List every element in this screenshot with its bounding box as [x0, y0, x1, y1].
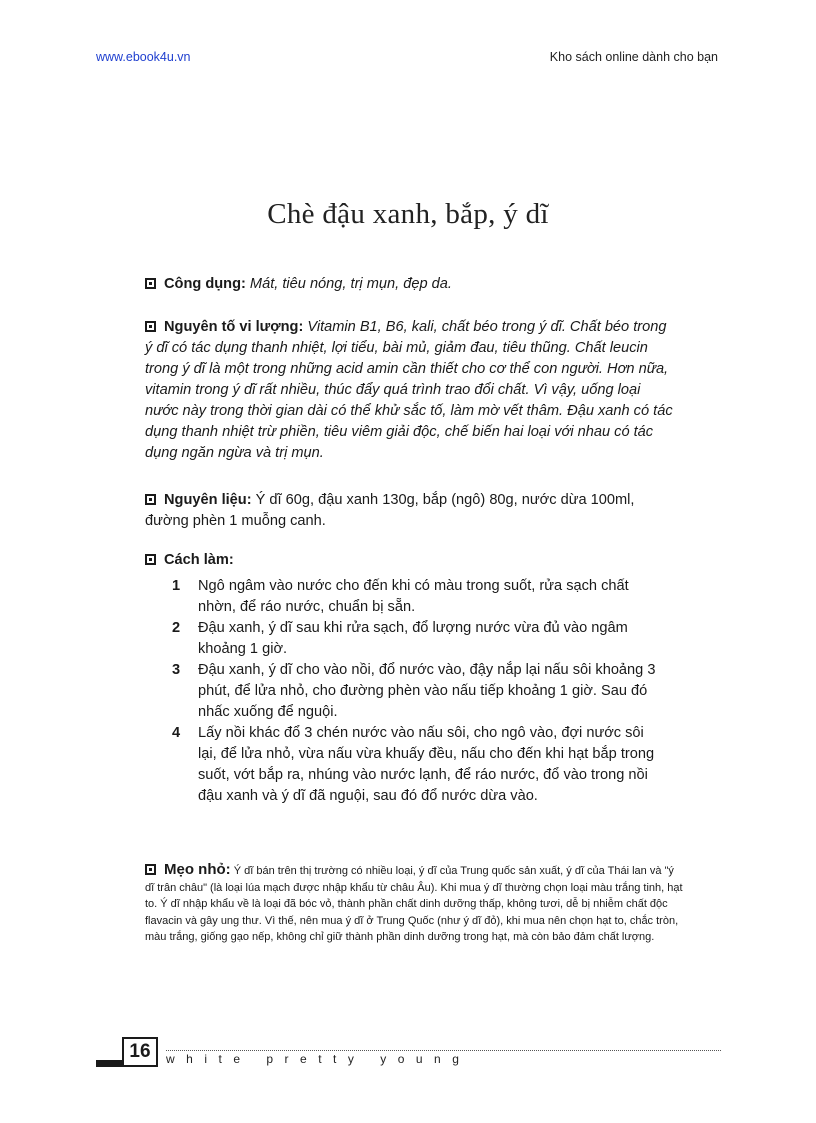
tip-text: Ý dĩ bán trên thị trường có nhiều loại, ý dĩ của Trung quốc sản xuất, ý dĩ của Thái lan và "ý dĩ trân châu" (là loại lúa mạch được nhập khẩu từ châu Âu). Khi mua ý dĩ thường chọn loại màu trắng tinh, hạt to. Ý dĩ nhập khẩu về là loại đã bóc vỏ, thành phần chất dinh dưỡng thấp, không tươi, dễ bị nhiễm chất độc flavacin và gây ung thư. Vì thế, nên mua ý dĩ ở Trung Quốc (như ý dĩ đỏ), khi mua nên chọn hạt to, chắc tròn, màu trắng, giống gạo nếp, không chỉ giữ thành phần dinh dưỡng trong hạt, mà còn bảo đảm chất lượng.	[145, 865, 683, 943]
uses-section	[145, 274, 675, 295]
list-item	[172, 618, 662, 660]
method-heading	[145, 550, 675, 571]
bullet-square-icon	[145, 278, 156, 289]
bullet-square-icon	[145, 321, 156, 332]
tip-label: Mẹo nhỏ:	[164, 861, 231, 878]
uses-label: Công dụng:	[164, 276, 246, 292]
nutrients-text: Vitamin B1, B6, kali, chất béo trong ý dĩ. Chất béo trong ý dĩ có tác dụng thanh nhiệt, lợi tiểu, bài mủ, giảm đau, tiêu thũng. Chất leucin trong ý dĩ là một trong những acid amin cần thiết cho cơ thể con người. Hơn nữa, vitamin trong ý dĩ rất nhiều, thúc đẩy quá trình trao đổi chất. Vì vậy, uống loại nước này trong thời gian dài có thể khử sắc tố, làm mờ vết thâm. Đậu xanh có tác dụng thanh nhiệt trừ phiền, tiêu viêm giải độc, chế biến hai loại với nhau có tác dụng ngăn ngừa và trị mụn.	[145, 319, 673, 461]
method-label: Cách làm:	[164, 552, 234, 568]
uses-text: Mát, tiêu nóng, trị mụn, đẹp da.	[249, 276, 452, 292]
step-number: 4	[172, 725, 181, 741]
footer-divider	[166, 1050, 721, 1051]
bullet-square-icon	[145, 494, 156, 505]
footer-bar	[96, 1060, 122, 1067]
list-item	[172, 660, 662, 723]
site-url[interactable]: www.ebook4u.vn	[96, 50, 191, 64]
page-number: 16	[122, 1037, 158, 1067]
step-text: Đậu xanh, ý dĩ cho vào nồi, đổ nước vào, đậy nắp lại nấu sôi khoảng 3 phút, để lửa nhỏ, cho đường phèn vào nấu tiếp khoảng 1 giờ. Sau đó nhấc xuống để nguội.	[198, 662, 656, 720]
site-tagline: Kho sách online dành cho bạn	[549, 50, 718, 64]
ingredients-label: Nguyên liệu:	[164, 492, 252, 508]
nutrients-label: Nguyên tố vi lượng:	[164, 319, 304, 335]
ingredients-section	[145, 490, 675, 532]
nutrients-section	[145, 317, 675, 464]
step-number: 2	[172, 620, 181, 636]
step-text: Ngô ngâm vào nước cho đến khi có màu trong suốt, rửa sạch chất nhờn, để ráo nước, chuẩn bị sẵn.	[198, 578, 629, 615]
list-item	[172, 576, 662, 618]
bullet-square-icon	[145, 554, 156, 565]
list-item	[172, 723, 662, 807]
footer-text: white pretty young	[166, 1052, 471, 1066]
step-text: Lấy nồi khác đổ 3 chén nước vào nấu sôi, cho ngô vào, đợi nước sôi lại, để lửa nhỏ, vừa nấu vừa khuấy đều, nấu cho đến khi hạt bắp trong suốt, vớt bắp ra, nhúng vào nước lạnh, để ráo nước, đổ vào trong nồi đậu xanh và ý dĩ đã nguội, sau đó đổ nước dừa vào.	[198, 725, 655, 804]
bullet-square-icon	[145, 864, 156, 875]
recipe-title: Chè đậu xanh, bắp, ý dĩ	[267, 198, 549, 230]
tip-section	[145, 862, 685, 946]
ingredients-text: Ý dĩ 60g, đậu xanh 130g, bắp (ngô) 80g, nước dừa 100ml, đường phèn 1 muỗng canh.	[145, 492, 635, 529]
step-text: Đậu xanh, ý dĩ sau khi rửa sạch, đổ lượng nước vừa đủ vào ngâm khoảng 1 giờ.	[198, 620, 628, 657]
method-steps	[172, 576, 662, 807]
step-number: 3	[172, 662, 181, 678]
step-number: 1	[172, 578, 181, 594]
